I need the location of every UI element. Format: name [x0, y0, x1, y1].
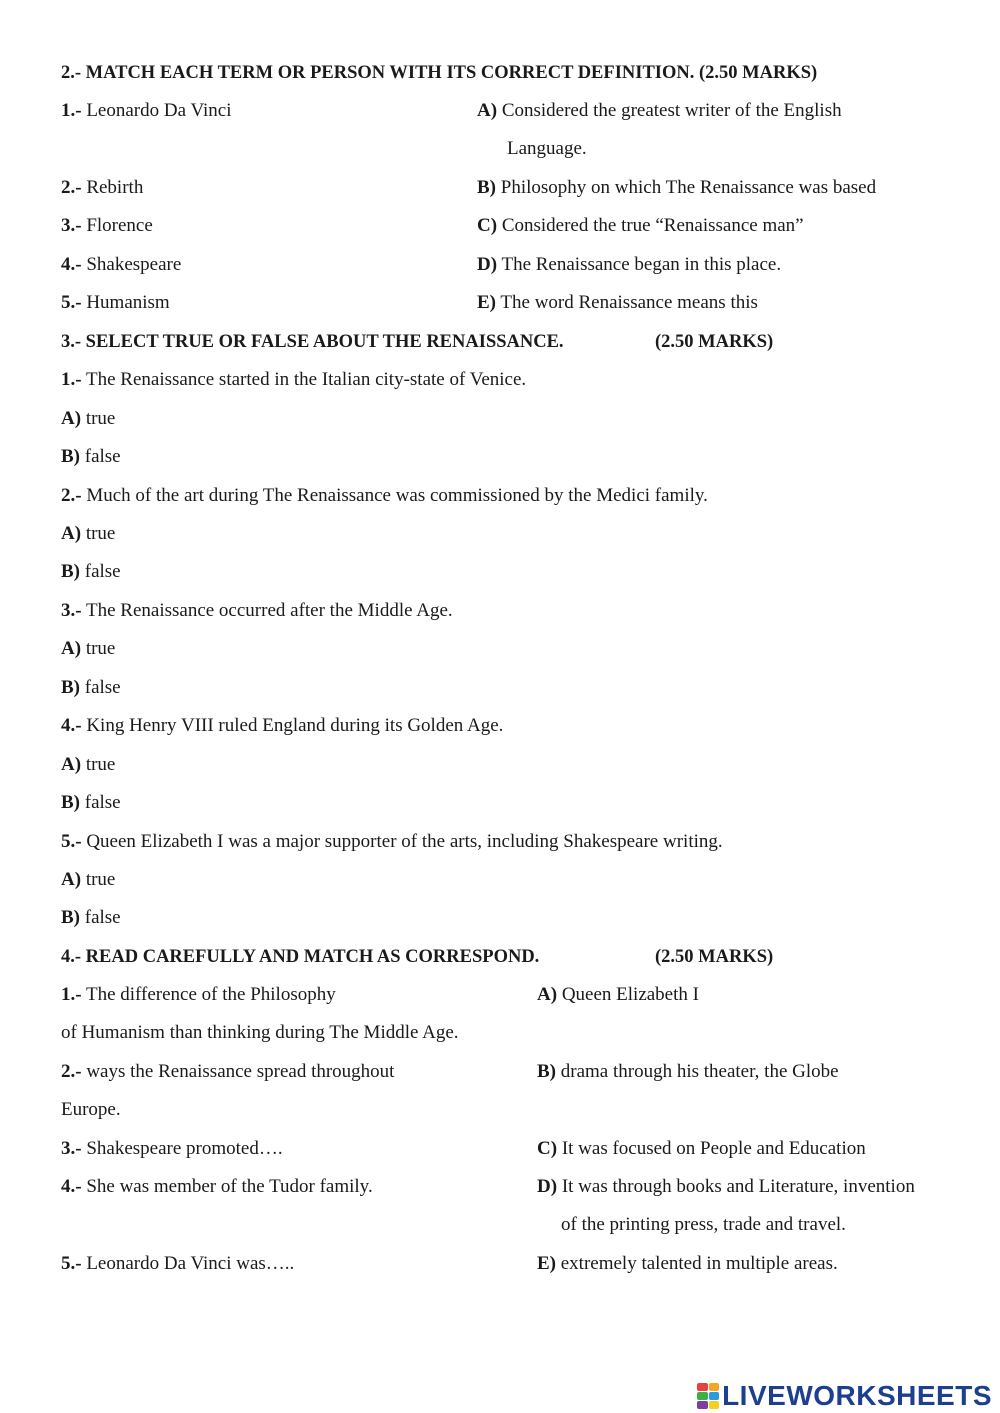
question-number: 4.- — [61, 715, 82, 736]
option-letter: B) — [61, 561, 80, 582]
option-letter: A) — [61, 754, 82, 775]
item-number: 4.- — [61, 1176, 82, 1197]
s4-right-item-b — [537, 1061, 839, 1083]
question-text: King Henry VIII ruled England during its Golden Age. — [81, 715, 504, 736]
s3-q1-option-true[interactable] — [61, 408, 115, 430]
s3-q5-option-true[interactable] — [61, 869, 115, 891]
question-text: The Renaissance occurred after the Middle Age. — [81, 600, 453, 621]
item-letter: B) — [477, 177, 496, 198]
s3-q4-option-false[interactable] — [61, 792, 121, 814]
s3-question-3 — [61, 600, 453, 622]
s3-q2-option-true[interactable] — [61, 523, 115, 545]
option-text: true — [81, 638, 116, 659]
option-text: false — [80, 446, 121, 467]
s2-right-item-a-cont: Language. — [507, 138, 587, 159]
option-text: false — [80, 561, 121, 582]
s4-right-item-a — [537, 984, 699, 1006]
s2-left-item-2 — [61, 177, 143, 199]
item-text: Humanism — [81, 292, 170, 313]
logo-tile — [697, 1401, 708, 1409]
option-text: false — [80, 792, 121, 813]
s4-left-item-3 — [61, 1138, 283, 1160]
s3-question-4 — [61, 715, 503, 737]
option-text: true — [81, 523, 116, 544]
item-text: ways the Renaissance spread throughout — [81, 1061, 395, 1082]
s2-left-item-3 — [61, 215, 153, 237]
s4-right-item-d-cont: of the printing press, trade and travel. — [561, 1214, 846, 1235]
section-3-heading: 3.- SELECT TRUE OR FALSE ABOUT THE RENAISSANCE. — [61, 332, 564, 352]
item-text: She was member of the Tudor family. — [81, 1176, 373, 1197]
option-text: true — [81, 754, 116, 775]
s2-left-item-4 — [61, 254, 181, 276]
option-letter: A) — [61, 638, 82, 659]
section-4-marks: (2.50 MARKS) — [655, 947, 774, 967]
item-letter: E) — [537, 1253, 556, 1274]
s2-right-item-d — [477, 254, 781, 276]
s2-right-item-a — [477, 100, 842, 122]
liveworksheets-logo-icon — [697, 1383, 719, 1409]
s4-right-item-c — [537, 1138, 866, 1160]
item-text: The difference of the Philosophy — [81, 984, 336, 1005]
s4-left-item-2 — [61, 1061, 394, 1083]
logo-tile — [697, 1383, 708, 1391]
item-text: Leonardo Da Vinci — [81, 100, 232, 121]
logo-tile — [709, 1401, 720, 1409]
s4-right-item-e — [537, 1253, 838, 1275]
item-text: It was through books and Literature, invention — [557, 1176, 915, 1197]
item-number: 2.- — [61, 1061, 82, 1082]
item-number: 4.- — [61, 254, 82, 275]
s2-left-item-1 — [61, 100, 232, 122]
s2-right-item-b — [477, 177, 876, 199]
section-2-heading: 2.- MATCH EACH TERM OR PERSON WITH ITS CORRECT DEFINITION. (2.50 MARKS) — [61, 63, 818, 83]
question-number: 2.- — [61, 485, 82, 506]
logo-text: LIVEWORKSHEETS — [722, 1380, 992, 1411]
s3-q3-option-true[interactable] — [61, 638, 115, 660]
question-number: 3.- — [61, 600, 82, 621]
question-number: 1.- — [61, 369, 82, 390]
item-text: Shakespeare promoted…. — [81, 1138, 283, 1159]
s2-right-item-c — [477, 215, 804, 237]
item-text: extremely talented in multiple areas. — [556, 1253, 838, 1274]
question-text: Queen Elizabeth I was a major supporter of the arts, including Shakespeare writing. — [81, 831, 723, 852]
item-letter: A) — [477, 100, 498, 121]
option-text: true — [81, 869, 116, 890]
item-letter: A) — [537, 984, 558, 1005]
s3-question-2 — [61, 485, 708, 507]
logo-tile — [709, 1383, 720, 1391]
option-text: true — [81, 408, 116, 429]
s4-right-item-d — [537, 1176, 915, 1198]
option-text: false — [80, 677, 121, 698]
s3-question-1 — [61, 369, 526, 391]
option-letter: B) — [61, 792, 80, 813]
option-letter: B) — [61, 907, 80, 928]
item-text: Considered the true “Renaissance man” — [497, 215, 804, 236]
item-number: 5.- — [61, 1253, 82, 1274]
item-letter: C) — [477, 215, 498, 236]
question-text: Much of the art during The Renaissance was commissioned by the Medici family. — [81, 485, 708, 506]
liveworksheets-logo[interactable] — [697, 1380, 992, 1412]
option-letter: B) — [61, 446, 80, 467]
item-text: Considered the greatest writer of the English — [497, 100, 842, 121]
s4-left-item-4 — [61, 1176, 373, 1198]
item-text: drama through his theater, the Globe — [556, 1061, 839, 1082]
s3-q4-option-true[interactable] — [61, 754, 115, 776]
option-letter: A) — [61, 869, 82, 890]
item-letter: B) — [537, 1061, 556, 1082]
item-number: 3.- — [61, 215, 82, 236]
item-number: 1.- — [61, 100, 82, 121]
item-number: 3.- — [61, 1138, 82, 1159]
s4-left-item-2-cont: Europe. — [61, 1099, 121, 1120]
item-text: The word Renaissance means this — [496, 292, 758, 313]
item-number: 1.- — [61, 984, 82, 1005]
question-number: 5.- — [61, 831, 82, 852]
s4-left-item-5 — [61, 1253, 294, 1275]
s4-left-item-1-cont: of Humanism than thinking during The Middle Age. — [61, 1022, 459, 1043]
s2-right-item-e — [477, 292, 758, 314]
item-text: Rebirth — [81, 177, 144, 198]
section-3-marks: (2.50 MARKS) — [655, 332, 774, 352]
option-letter: A) — [61, 408, 82, 429]
option-letter: B) — [61, 677, 80, 698]
section-4-heading: 4.- READ CAREFULLY AND MATCH AS CORRESPOND. — [61, 947, 540, 967]
s2-left-item-5 — [61, 292, 170, 314]
option-letter: A) — [61, 523, 82, 544]
logo-tile — [709, 1392, 720, 1400]
item-number: 5.- — [61, 292, 82, 313]
s4-left-item-1 — [61, 984, 336, 1006]
item-number: 2.- — [61, 177, 82, 198]
s3-q2-option-false[interactable] — [61, 561, 121, 583]
option-text: false — [80, 907, 121, 928]
item-letter: D) — [537, 1176, 558, 1197]
question-text: The Renaissance started in the Italian city-state of Venice. — [81, 369, 527, 390]
item-text: Leonardo Da Vinci was….. — [81, 1253, 295, 1274]
item-letter: D) — [477, 254, 498, 275]
item-text: Philosophy on which The Renaissance was based — [496, 177, 877, 198]
s3-q5-option-false[interactable] — [61, 907, 121, 929]
item-text: It was focused on People and Education — [557, 1138, 866, 1159]
item-text: Florence — [81, 215, 153, 236]
item-text: Queen Elizabeth I — [557, 984, 699, 1005]
item-text: Shakespeare — [81, 254, 182, 275]
item-letter: C) — [537, 1138, 558, 1159]
s3-question-5 — [61, 831, 723, 853]
item-text: The Renaissance began in this place. — [497, 254, 782, 275]
logo-tile — [697, 1392, 708, 1400]
s3-q3-option-false[interactable] — [61, 677, 121, 699]
item-letter: E) — [477, 292, 496, 313]
s3-q1-option-false[interactable] — [61, 446, 121, 468]
